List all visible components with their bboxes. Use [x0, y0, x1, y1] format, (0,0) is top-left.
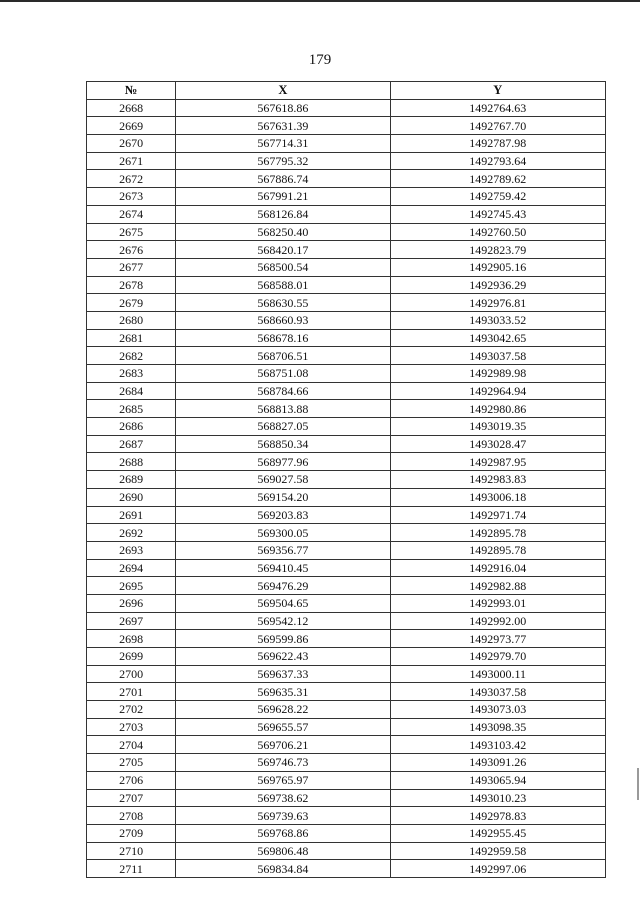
cell-y: 1492745.43 [390, 205, 605, 223]
table-row [87, 258, 606, 276]
cell-number: 2692 [87, 524, 176, 542]
table-row [87, 736, 606, 754]
cell-x: 569027.58 [176, 471, 390, 489]
cell-y: 1493103.42 [390, 736, 605, 754]
cell-x: 567991.21 [176, 188, 390, 206]
cell-x: 567886.74 [176, 170, 390, 188]
cell-number: 2671 [87, 152, 176, 170]
header-x: X [176, 82, 390, 100]
table-row [87, 488, 606, 506]
cell-number: 2693 [87, 541, 176, 559]
cell-y: 1492978.83 [390, 807, 605, 825]
cell-y: 1492992.00 [390, 612, 605, 630]
cell-x: 569628.22 [176, 701, 390, 719]
cell-number: 2711 [87, 860, 176, 878]
cell-number: 2669 [87, 117, 176, 135]
cell-y: 1493019.35 [390, 418, 605, 436]
table-row [87, 435, 606, 453]
cell-x: 568420.17 [176, 241, 390, 259]
table-row [87, 471, 606, 489]
table-row [87, 365, 606, 383]
cell-x: 569504.65 [176, 594, 390, 612]
cell-x: 569746.73 [176, 754, 390, 772]
cell-number: 2668 [87, 99, 176, 117]
table-row [87, 135, 606, 153]
cell-x: 568126.84 [176, 205, 390, 223]
cell-number: 2702 [87, 701, 176, 719]
table-row [87, 276, 606, 294]
table-row [87, 665, 606, 683]
cell-number: 2673 [87, 188, 176, 206]
cell-y: 1492971.74 [390, 506, 605, 524]
cell-y: 1492895.78 [390, 524, 605, 542]
top-border-line [0, 0, 640, 2]
cell-y: 1492905.16 [390, 258, 605, 276]
cell-y: 1493042.65 [390, 329, 605, 347]
table-row [87, 347, 606, 365]
cell-x: 569154.20 [176, 488, 390, 506]
cell-number: 2694 [87, 559, 176, 577]
table-row [87, 860, 606, 878]
cell-number: 2703 [87, 718, 176, 736]
table-row [87, 824, 606, 842]
cell-number: 2704 [87, 736, 176, 754]
cell-x: 569356.77 [176, 541, 390, 559]
table-row [87, 701, 606, 719]
cell-x: 569706.21 [176, 736, 390, 754]
cell-x: 569542.12 [176, 612, 390, 630]
cell-number: 2705 [87, 754, 176, 772]
cell-number: 2672 [87, 170, 176, 188]
table-body [87, 99, 606, 877]
cell-x: 569599.86 [176, 630, 390, 648]
cell-y: 1492916.04 [390, 559, 605, 577]
cell-y: 1493091.26 [390, 754, 605, 772]
table-row [87, 683, 606, 701]
page-number: 179 [308, 52, 332, 68]
cell-number: 2697 [87, 612, 176, 630]
cell-number: 2684 [87, 382, 176, 400]
cell-x: 568850.34 [176, 435, 390, 453]
cell-number: 2683 [87, 365, 176, 383]
table-row [87, 99, 606, 117]
cell-x: 568706.51 [176, 347, 390, 365]
cell-x: 568630.55 [176, 294, 390, 312]
cell-x: 568751.08 [176, 365, 390, 383]
table-row [87, 718, 606, 736]
cell-y: 1492789.62 [390, 170, 605, 188]
cell-x: 568250.40 [176, 223, 390, 241]
cell-number: 2677 [87, 258, 176, 276]
table-row [87, 559, 606, 577]
cell-x: 569739.63 [176, 807, 390, 825]
cell-y: 1492997.06 [390, 860, 605, 878]
cell-y: 1492955.45 [390, 824, 605, 842]
cell-x: 569768.86 [176, 824, 390, 842]
cell-x: 568678.16 [176, 329, 390, 347]
cell-x: 567631.39 [176, 117, 390, 135]
table-row [87, 594, 606, 612]
cell-x: 568660.93 [176, 311, 390, 329]
cell-y: 1493000.11 [390, 665, 605, 683]
table-row [87, 807, 606, 825]
cell-number: 2676 [87, 241, 176, 259]
cell-number: 2710 [87, 842, 176, 860]
cell-y: 1492959.58 [390, 842, 605, 860]
cell-y: 1492760.50 [390, 223, 605, 241]
cell-y: 1492823.79 [390, 241, 605, 259]
table-row [87, 170, 606, 188]
cell-x: 569635.31 [176, 683, 390, 701]
cell-number: 2681 [87, 329, 176, 347]
header-y: Y [390, 82, 605, 100]
table-row [87, 506, 606, 524]
table-row [87, 294, 606, 312]
table-row [87, 524, 606, 542]
cell-number: 2699 [87, 648, 176, 666]
table-row [87, 453, 606, 471]
cell-y: 1493028.47 [390, 435, 605, 453]
cell-y: 1492973.77 [390, 630, 605, 648]
cell-y: 1493006.18 [390, 488, 605, 506]
cell-x: 569410.45 [176, 559, 390, 577]
cell-number: 2688 [87, 453, 176, 471]
cell-number: 2707 [87, 789, 176, 807]
cell-number: 2706 [87, 771, 176, 789]
table-row [87, 771, 606, 789]
cell-y: 1492964.94 [390, 382, 605, 400]
cell-y: 1492982.88 [390, 577, 605, 595]
cell-number: 2670 [87, 135, 176, 153]
cell-x: 569765.97 [176, 771, 390, 789]
cell-number: 2687 [87, 435, 176, 453]
cell-y: 1492980.86 [390, 400, 605, 418]
table-row [87, 400, 606, 418]
cell-x: 567795.32 [176, 152, 390, 170]
cell-number: 2686 [87, 418, 176, 436]
cell-number: 2695 [87, 577, 176, 595]
cell-number: 2698 [87, 630, 176, 648]
cell-number: 2709 [87, 824, 176, 842]
scan-edge-mark [637, 768, 639, 800]
cell-number: 2700 [87, 665, 176, 683]
cell-x: 569834.84 [176, 860, 390, 878]
table-row [87, 577, 606, 595]
cell-x: 569806.48 [176, 842, 390, 860]
cell-y: 1492759.42 [390, 188, 605, 206]
cell-y: 1493065.94 [390, 771, 605, 789]
cell-x: 569637.33 [176, 665, 390, 683]
cell-y: 1492936.29 [390, 276, 605, 294]
cell-number: 2689 [87, 471, 176, 489]
coordinates-table [86, 81, 606, 878]
cell-y: 1493033.52 [390, 311, 605, 329]
cell-y: 1492987.95 [390, 453, 605, 471]
table-row [87, 152, 606, 170]
table-row [87, 311, 606, 329]
cell-y: 1492989.98 [390, 365, 605, 383]
cell-x: 568588.01 [176, 276, 390, 294]
cell-y: 1492895.78 [390, 541, 605, 559]
header-number: № [87, 82, 176, 100]
table-row [87, 188, 606, 206]
cell-x: 569622.43 [176, 648, 390, 666]
cell-y: 1492767.70 [390, 117, 605, 135]
cell-x: 568784.66 [176, 382, 390, 400]
cell-y: 1493098.35 [390, 718, 605, 736]
cell-x: 568977.96 [176, 453, 390, 471]
table-row [87, 418, 606, 436]
cell-y: 1493037.58 [390, 683, 605, 701]
cell-number: 2690 [87, 488, 176, 506]
cell-y: 1493010.23 [390, 789, 605, 807]
cell-x: 569203.83 [176, 506, 390, 524]
cell-number: 2680 [87, 311, 176, 329]
cell-y: 1492787.98 [390, 135, 605, 153]
cell-number: 2691 [87, 506, 176, 524]
cell-y: 1492983.83 [390, 471, 605, 489]
table-header-row [87, 82, 606, 100]
cell-number: 2675 [87, 223, 176, 241]
cell-number: 2679 [87, 294, 176, 312]
cell-number: 2682 [87, 347, 176, 365]
cell-x: 568827.05 [176, 418, 390, 436]
cell-x: 569476.29 [176, 577, 390, 595]
cell-number: 2701 [87, 683, 176, 701]
cell-number: 2678 [87, 276, 176, 294]
cell-y: 1493073.03 [390, 701, 605, 719]
table-row [87, 612, 606, 630]
table-row [87, 842, 606, 860]
table-row [87, 329, 606, 347]
table-row [87, 382, 606, 400]
table-row [87, 241, 606, 259]
cell-y: 1493037.58 [390, 347, 605, 365]
table-row [87, 630, 606, 648]
cell-y: 1492979.70 [390, 648, 605, 666]
table-row [87, 223, 606, 241]
cell-x: 568500.54 [176, 258, 390, 276]
table-row [87, 205, 606, 223]
cell-x: 569300.05 [176, 524, 390, 542]
table-row [87, 648, 606, 666]
cell-number: 2696 [87, 594, 176, 612]
table-row [87, 789, 606, 807]
cell-x: 567618.86 [176, 99, 390, 117]
cell-number: 2674 [87, 205, 176, 223]
table-row [87, 117, 606, 135]
table-row [87, 541, 606, 559]
cell-y: 1492993.01 [390, 594, 605, 612]
cell-y: 1492793.64 [390, 152, 605, 170]
cell-number: 2708 [87, 807, 176, 825]
cell-x: 569655.57 [176, 718, 390, 736]
table-row [87, 754, 606, 772]
cell-number: 2685 [87, 400, 176, 418]
cell-x: 568813.88 [176, 400, 390, 418]
cell-x: 567714.31 [176, 135, 390, 153]
cell-y: 1492976.81 [390, 294, 605, 312]
cell-y: 1492764.63 [390, 99, 605, 117]
cell-x: 569738.62 [176, 789, 390, 807]
